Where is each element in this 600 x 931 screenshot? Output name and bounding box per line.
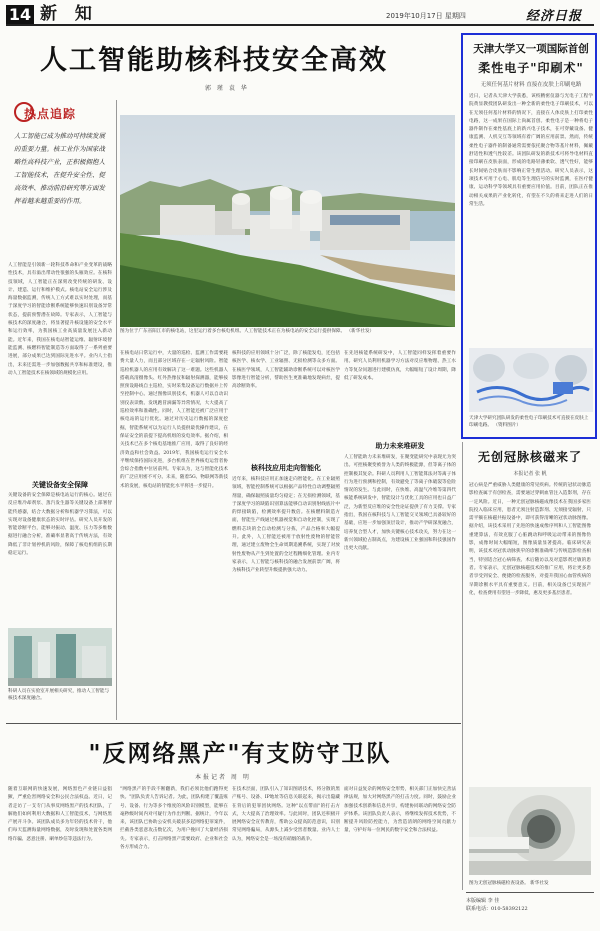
side-byline: 本报记者 张 帆 — [513, 471, 547, 477]
section-name: 新 知 — [40, 4, 98, 24]
feature-headline-1: 天津大学又一项国际首创 — [473, 43, 589, 55]
highlighted-article — [461, 33, 597, 439]
feature-photo-caption — [469, 415, 593, 429]
editor-label: 本版编辑 — [466, 898, 487, 904]
mri-scanner-illustration — [469, 787, 591, 875]
issue-date: 2019年10月17日 星期四 — [386, 12, 466, 20]
side-photo-caption: 图为无创冠脉核磁检查设备。 新华社发 — [469, 881, 549, 886]
left-photo — [8, 628, 112, 686]
main-body-col-3a: 核科技的应用领域十分广泛，除了核能发电，还包括核医学、核农学、工业辐照、无损检测等众多方面。在核医学领域，人工智能辅助诊断系统可以对核医学影像进行智能分析，帮助医生更准确地发现病灶，提高诊断效率。 — [232, 351, 340, 390]
left-photo-caption: 科研人员在实验室开展相关研究，推动人工智能与核技术深度融合。 — [8, 689, 110, 701]
bottom-body-col-2: "网络黑产的手段不断翻新，我们必须比他们跑得更快。"团队负责人告诉记者。为此，团队构建了覆盖账号、设备、行为等多个维度的风险识别模型，能够在毫秒级时间内对可疑行为作出判断。据统计，今年以来，该团队已协助公安机关破获多起网络犯罪案件，拦截各类恶意攻击数亿次，为用户挽回了大量经济损失。专家表示，打击网络黑产需要政府、企业和社会各方形成合力。 — [120, 787, 228, 851]
side-body: 冠心病是严重威胁人类健康的常见疾病。传统的冠状动脉造影检查属于有创检查，需要通过穿刺血管注入造影剂，存在一定风险。近日，一种无创冠脉核磁成像技术在我国多家医院投入临床应用，患者无须注射造影剂、无须接受辐射，只需平躺在核磁共振设备中，即可获得清晰的冠状动脉图像。据介绍，该技术采用了先进的快速成像序列和人工智能图像重建算法，有效克服了心脏跳动和呼吸运动带来的图像伪影，成像时间大幅缩短，图像质量显著提高。临床研究表明，该技术对冠状动脉狭窄的诊断准确率与传统造影检查相当，特别适合冠心病筛查、术后随访以及对造影剂过敏的患者。专家表示，无创冠脉核磁技术的推广应用，将让更多患者享受到安全、便捷的检查服务，对提升我国心血管疾病的早期诊断水平具有重要意义。目前，相关设备已实现国产化，检查费用有望进一步降低，惠及更多基层患者。 — [469, 483, 591, 596]
feature-caption-text: 天津大学研究团队研发的柔性电子印刷技术可直接在皮肤上印刷电路。 — [469, 416, 589, 428]
lab-equipment-illustration — [8, 628, 112, 686]
main-body-col-4b: 人工智能助力未来堆研发，在聚变能研究中表现尤为突出。可控核聚变被誉为人类的终极能源，但等离子体的控制极其复杂。科研人员利用人工智能算法对等离子体行为进行预测和控制，有效避免了等离子体破裂等危险情况的发生。与此同时，在快堆、高温气冷堆等第四代核能系统研发中，智能设计与优化工具的应用也日益广泛，为新型反应堆的安全性论证提供了有力支撑。专家指出，我国在核科技与人工智能交叉领域已具备较好的基础，应进一步加强顶层设计，推动产学研深度融合，培养复合型人才，加快关键核心技术攻关，努力在这一新兴领域抢占制高点，为建设核工业强国和科技强国作出更大贡献。 — [344, 455, 456, 552]
subhead-3: 助力未来堆研发 — [375, 442, 425, 450]
column-rule — [116, 100, 117, 720]
side-headline: 无创冠脉核磁来了 — [477, 450, 582, 464]
feature-photo — [469, 348, 593, 412]
main-body-col-1: 人工智能是引领新一轮科技革命和产业变革的战略性技术，具有溢出带动性很强的头雁效应。在核科技领域，人工智能正在深刻改变传统的研发、设计、建造、运行和维护模式。核电站安全运行涉及海量数据监测，传统人工方式难以实时处理，而基于深度学习的智能诊断系统能够快速识别设备异常状态，提前预警潜在故障。专家表示，人工智能与核技术的深度融合，将显著提升核设施的安全水平和运行效率，为我国核工业高质量发展注入新动能。近年来，我国在核电站智能运维、辐射环境智能监测、核燃料智能制造等方面取得了一系列重要进展，部分成果已达到国际先进水平。业内人士指出，未来还需进一步加强数据共享和标准建设，推动人工智能技术在核领域的规模化应用。 — [8, 263, 112, 376]
feature-photo-credit: （资料图片） — [493, 423, 522, 428]
hot-tracking-title: 热点追踪 — [24, 107, 77, 121]
column-rule — [462, 442, 463, 890]
bottom-body-col-3: 在技术层面，团队引入了知识图谱技术，将分散的黑产账号、设备、IP地址等信息关联起来，揭示出隐藏在背后的犯罪团伙网络。这种"以点带面"的打击方式，大大提高了治理效率。与此同时，团队还积极开展网络安全宣传教育，帮助公众提高防范意识，识别常见网络骗局，从源头上减少受害者数量。业内人士认为，网络安全是一场没有硝烟的战争。 — [232, 787, 340, 842]
main-photo-caption-text: 图为位于广东省阳江市的核电站，这里运行着多台核电机组。人工智能技术正在为核电站的安全运行提供保障。 — [120, 329, 346, 334]
main-body-col-2: 在核电站日常运行中，大量的巡检、监测工作需要耗费大量人力，而且部分区域存在一定辐射风险。智能巡检机器人的应用有效解决了这一难题。这些机器人搭载高清摄像头、红外热像仪和辐射探测器，能够按照预设路线自主巡检，实时采集设备运行数据并上传至控制中心。通过图像识别技术，机器人可以自动识别仪表读数、发现跑冒滴漏等异常情况，大大提高了巡检效率和准确性。同时，人工智能还被广泛应用于核电站的运行优化。通过对历史运行数据的深度挖掘，智能系统可以为运行人员提供最优操作建议，在保证安全的前提下提高机组的发电效率。据介绍，相关技术已在多个核电基地推广应用，取得了良好的经济效益和社会效益。2019年，我国核电运行安全水平继续保持国际先进，多台机组在世界核电运营者协会综合指数中位居前列。专家认为，这与智能化技术的广泛应用密不可分。未来，随着5G、物联网等新技术的发展，核电站的智能化水平将进一步提升。 — [120, 351, 228, 489]
bottom-body-col-1: 随着互联网的快速发展，网络黑色产业链日益猖獗，严重危害网络安全和公民合法权益。近日，记者走访了一支专门从事反网络黑产的技术团队，了解他们如何利用大数据和人工智能技术，与网络黑产展开斗争。该团队成员多为年轻的技术骨干，他们每天监测海量网络数据，及时发现和处置各类网络诈骗、恶意注册、刷单炒信等违法行为。 — [8, 787, 112, 842]
flexible-electronics-illustration — [469, 348, 593, 412]
main-photo-caption — [120, 328, 455, 335]
page-header — [6, 4, 594, 26]
main-body-col-3b: 近年来，核科技应用正加速走向智能化。在工业辐照领域，智能控制系统可以根据产品特性自动调整辐照剂量，确保辐照质量均匀稳定；在无损检测领域，基于深度学习的缺陷识别算法能够自动识别射线底片中的焊接缺陷，检测效率提升数倍。在核燃料制造方面，智能生产线通过机器视觉和自动化控制，实现了燃料芯块的全自动检测与分拣，产品合格率大幅提升。此外，人工智能还被用于放射性废物的智能管理，通过建立废物全生命周期追溯系统，实现了对放射性废物从产生到处置的全过程精细化管理。业内专家表示，人工智能与核科技的融合发展前景广阔，将为核科技产业转型升级提供强大动力。 — [232, 477, 340, 574]
main-body-col-4a: 在先进核能系统研发中，人工智能同样发挥着重要作用。研究人员利用机器学习方法对反应堆物理、热工水力等复杂问题进行建模仿真，大幅缩短了设计周期，降低了研发成本。 — [344, 351, 456, 381]
feature-subtitle: 无须任何基片材料 直接在皮肤上印刷电路 — [480, 82, 582, 88]
feature-headline-2: 柔性电子"印刷术" — [478, 61, 584, 75]
nuclear-plant-illustration — [120, 115, 455, 327]
bottom-byline: 本报记者 周 明 — [195, 774, 251, 781]
bottom-headline: "反网络黑产"有支防守卫队 — [88, 740, 392, 767]
main-photo — [120, 115, 455, 327]
hot-tracking-box — [8, 100, 110, 260]
editor-name: 李 佳 — [487, 898, 500, 904]
page-footer — [466, 892, 594, 922]
main-headline: 人工智能助核科技安全高效 — [40, 45, 388, 76]
feature-body: 近日，记者从天津大学获悉，该校精密仪器与光电子工程学院黄显教授团队研发出一种全新的柔性电子印刷技术，可以在无须任何基片材料的情况下，直接在人体皮肤上打印柔性电路，这一成果在国际上尚属首创。柔性电子是一种将电子器件制作在柔性基底上的新兴电子技术，在可穿戴设备、健康监测、人机交互等领域有着广阔的应用前景。然而，传统柔性电子器件的制备通常需要依托聚合物等基片材料，佩戴舒适性和透气性较差。该团队研发的新技术可将导电材料直接印刷在皮肤表面，形成的电路轻薄柔软、透气性好，能够长时间贴合皮肤而不影响正常生理活动。研究人员表示，这项技术可用于心电、肌电等生理信号的实时监测，在医疗健康、运动科学等领域具有重要应用价值。目前，团队正在推动相关成果的产业化转化，有望在不久的将来走进人们的日常生活。 — [469, 94, 593, 207]
hot-tracking-intro: 人工智能已成为推动可持续发展的重要力量。核工业作为国家战略性高科技产业，正积极拥抱人工智能技术，在提升安全性、提高效率、推动前沿研究等方面发挥着越来越重要的作用。 — [14, 132, 105, 205]
subhead-1: 关键设备安全保障 — [32, 481, 88, 489]
main-photo-credit: （新华社发） — [346, 329, 375, 334]
bottom-body-col-4: 面对日益复杂的网络安全形势，相关部门正加快完善法律法规，加大对网络黑产的打击力度。同时，鼓励企业加强技术创新和信息共享，构建协同联动的网络安全防护体系。该团队负责人表示，将继续发挥技术优势，不断提升风险防控能力，为营造清朗的网络空间贡献力量，守护好每一位网民的数字安全和合法权益。 — [344, 787, 456, 834]
subhead-2: 核科技应用走向智能化 — [251, 464, 321, 472]
editor-contact: 联系电话：010-58392122 — [466, 906, 528, 912]
main-body-col-1b: 关键设备的安全保障是核电站运行的核心。通过在反应堆冷却剂泵、蒸汽发生器等关键设备上部署智能传感器，结合大数据分析和机器学习算法，可以实现对设备健康状态的实时评估。研究人员开发的智能诊断平台，能够对振动、温度、压力等多维数据进行融合分析，准确率显著高于传统方法，有效降低了非计划停机的风险，保障了核电机组的长期稳定运行。 — [8, 493, 112, 557]
editor-line — [466, 897, 594, 905]
masthead-logo: 经济日报 — [526, 9, 583, 24]
side-photo — [469, 787, 591, 875]
main-byline: 郭 瑾 袁 华 — [205, 85, 249, 92]
section-divider — [6, 723, 461, 724]
page-number: 14 — [6, 5, 34, 24]
